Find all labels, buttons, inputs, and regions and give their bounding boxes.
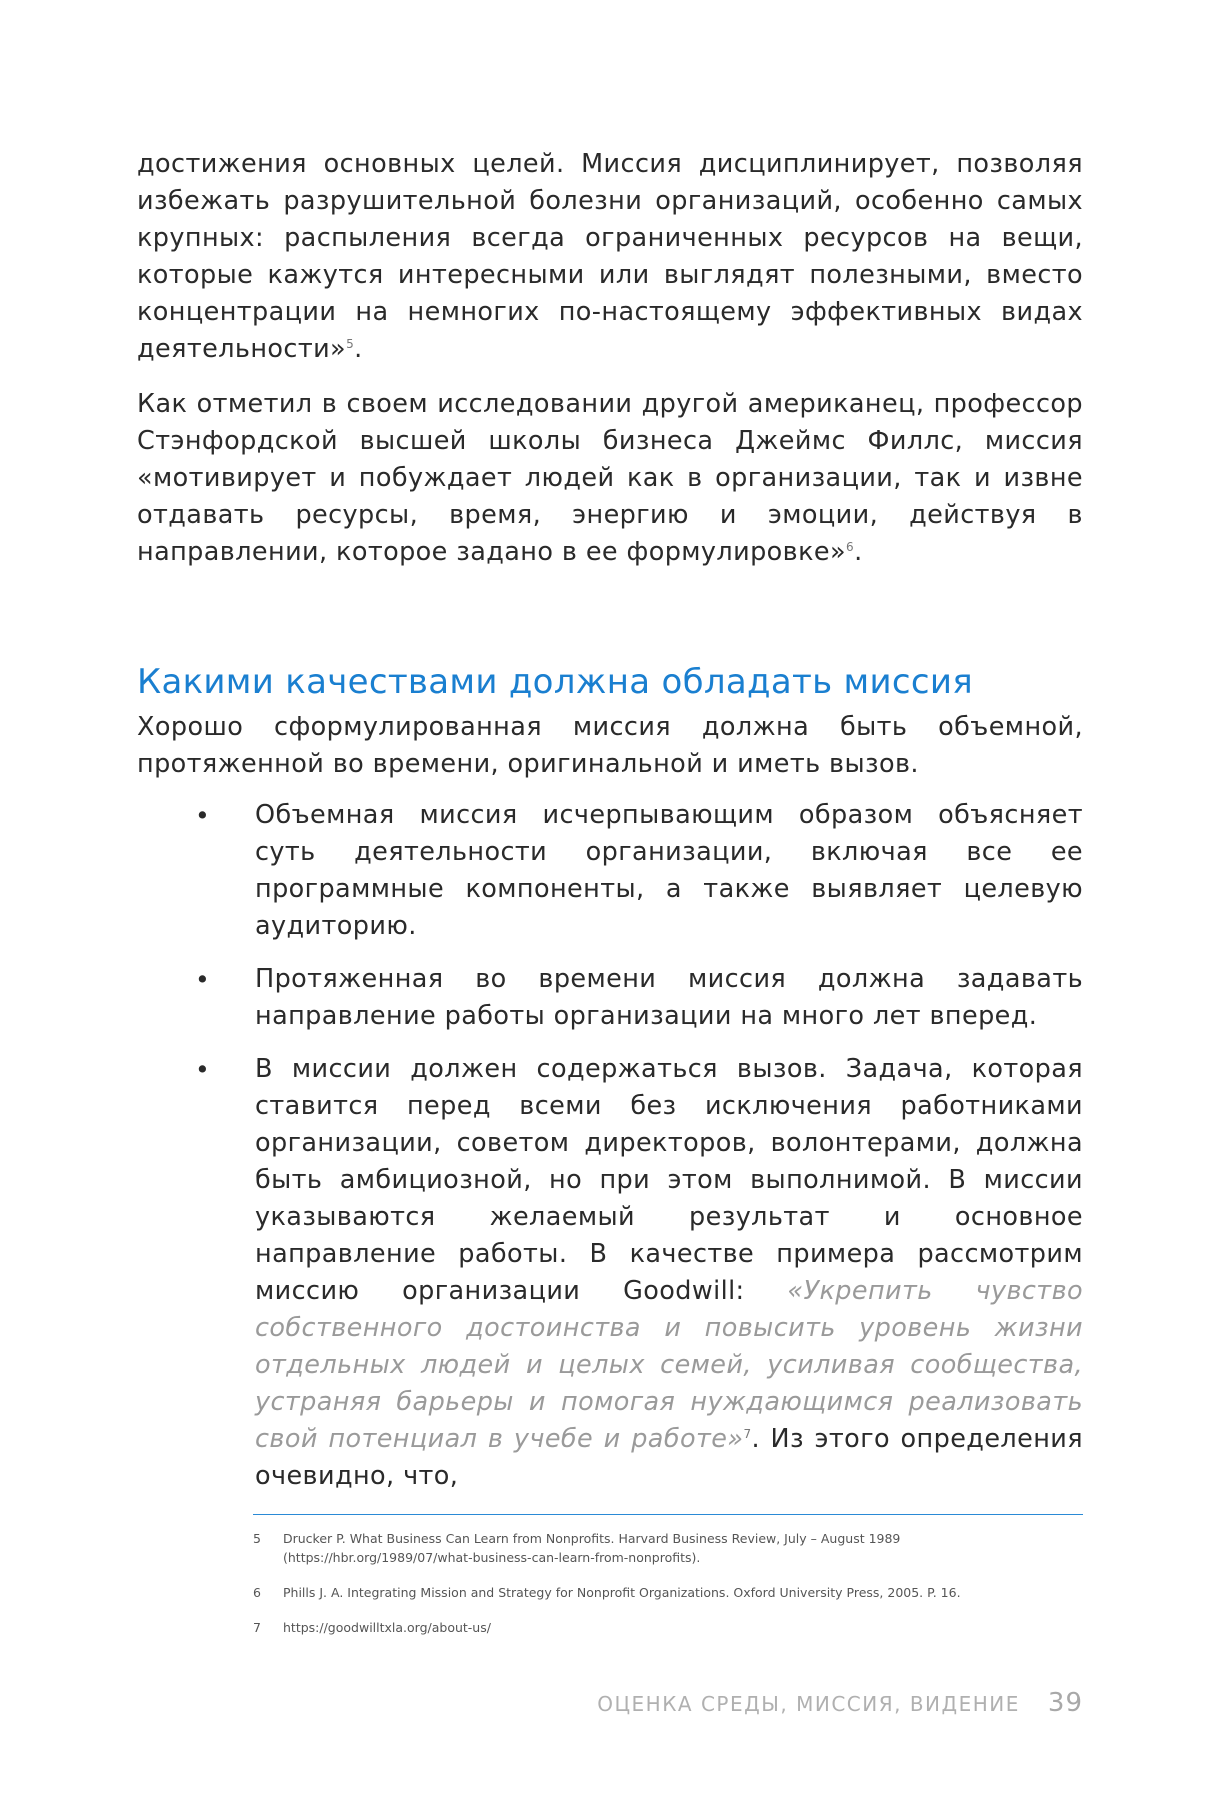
footnote-number: 6	[253, 1585, 261, 1600]
footnote-number: 5	[253, 1531, 261, 1546]
list-item-text: Протяженная во времени миссия должна задавать направление работы организации на много лет вперед.	[255, 964, 1083, 1031]
qualities-list	[195, 797, 1083, 1511]
footnote	[253, 1618, 1083, 1637]
running-footer	[597, 1688, 1083, 1718]
footnote-number: 7	[253, 1620, 261, 1635]
goodwill-mission-quote: «Укрепить чувство собственного достоинства и повысить уровень жизни отдельных людей и целых семей, усиливая сообщества, устраняя барьеры и помогая нуждающимся реализовать свой потенциал в учебе и работе»	[255, 1276, 1083, 1454]
list-item-text: В миссии должен содержаться вызов. Задача, которая ставится перед всеми без исключения работниками организации, советом директоров, волонтерами, должна быть амбициозной, но при этом выполнимой. В миссии указываются желаемый результат и основное направление работы. В качестве примера рассмотрим миссию организации Goodwill:	[255, 1054, 1083, 1306]
list-item	[195, 1051, 1083, 1495]
paragraph-text: достижения основных целей. Миссия дисциплинирует, позволяя избежать разрушительной болезни организаций, особенно самых крупных: распыления всегда ограниченных ресурсов на вещи, которые кажутся интересными или выглядят полезными, вместо концентрации на немногих по-настоящему эффективных видах деятельности»	[137, 149, 1083, 364]
page-number: 39	[1047, 1688, 1083, 1718]
footnotes	[253, 1529, 1083, 1653]
paragraph-end: .	[854, 537, 863, 567]
footnote	[253, 1529, 1083, 1567]
footnote	[253, 1583, 1083, 1602]
footnote-ref[interactable]: 7	[743, 1427, 752, 1441]
footnote-ref[interactable]: 5	[346, 337, 355, 351]
footnote-divider	[253, 1514, 1083, 1515]
list-item-tail: . Из этого определения очевидно, что,	[255, 1424, 1083, 1491]
paragraph-text: Как отметил в своем исследовании другой американец, профессор Стэнфордской высшей школы бизнеса Джеймс Филлс, миссия «мотивирует и побуждает людей как в организации, так и извне отдавать ресурсы, время, энергию и эмоции, действуя в направлении, которое задано в ее формулировке»	[137, 389, 1083, 567]
list-item-text: Объемная миссия исчерпывающим образом объясняет суть деятельности организации, включая все ее программные компоненты, а также выявляет целевую аудиторию.	[255, 800, 1083, 941]
section-heading: Какими качествами должна обладать миссия	[137, 662, 974, 703]
bullet-icon: •	[195, 1055, 211, 1084]
paragraph-phills-quote	[137, 386, 1083, 571]
list-item	[195, 961, 1083, 1035]
bullet-icon: •	[195, 965, 211, 994]
paragraph-intro: Хорошо сформулированная миссия должна быть объемной, протяженной во времени, оригинальной и иметь вызов.	[137, 712, 1083, 779]
footnote-text: Phills J. A. Integrating Mission and Strategy for Nonprofit Organizations. Oxford University Press, 2005. P. 16.	[283, 1585, 961, 1600]
bullet-icon: •	[195, 801, 211, 830]
footnote-ref[interactable]: 6	[846, 540, 855, 554]
list-item	[195, 797, 1083, 945]
paragraph-drucker-quote	[137, 146, 1083, 368]
chapter-title: ОЦЕНКА СРЕДЫ, МИССИЯ, ВИДЕНИЕ	[597, 1692, 1020, 1716]
footnote-link[interactable]: https://goodwilltxla.org/about-us/	[283, 1620, 491, 1635]
paragraph-end: .	[354, 334, 363, 364]
footnote-text: Drucker P. What Business Can Learn from Nonprofits. Harvard Business Review, July – August 1989 (https://hbr.org/1989/07/what-business-can-learn-from-nonprofits).	[283, 1531, 901, 1565]
